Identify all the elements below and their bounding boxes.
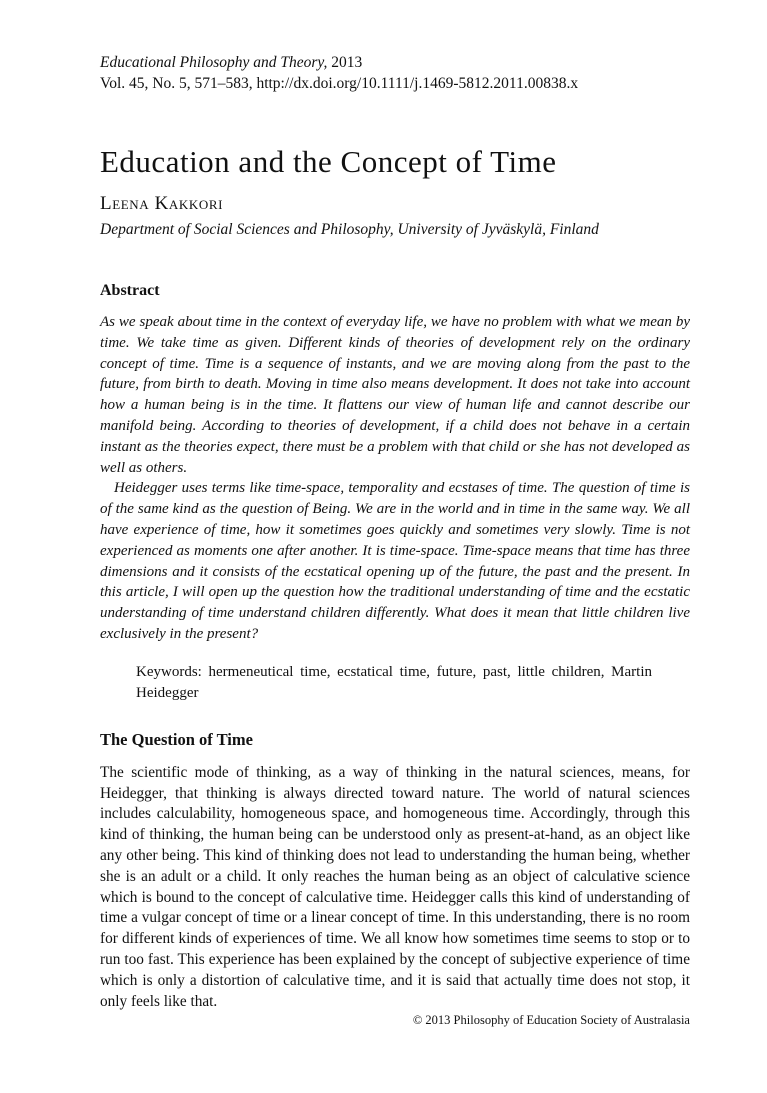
journal-name-line bbox=[100, 52, 690, 73]
keywords-block: Keywords: hermeneutical time, ecstatical time, future, past, little children, Martin Heidegger bbox=[136, 663, 652, 701]
abstract-paragraph-2: Heidegger uses terms like time-space, temporality and ecstases of time. The question of time is of the same kind as the question of Being. We are in the world and in time in the same way. We all have experience of time, how it sometimes goes quickly and sometimes very slowly. Time is not experienced as moments one after another. It is time-space. Time-space means that time has three dimensions and it consists of the ecstatical opening up of the future, the past and the present. In this article, I will open up the question how the traditional understanding of time and the ecstatic understanding of time understand children differently. What does it mean that little children live exclusively in the present? bbox=[100, 480, 690, 642]
author-name: Leena Kakkori bbox=[100, 193, 224, 214]
page-content bbox=[100, 0, 690, 1012]
article-title: Education and the Concept of Time bbox=[100, 144, 557, 179]
abstract-heading: Abstract bbox=[100, 282, 160, 299]
journal-volume-doi-line: Vol. 45, No. 5, 571–583, http://dx.doi.org/10.1111/j.1469-5812.2011.00838.x bbox=[100, 75, 579, 92]
journal-year: 2013 bbox=[331, 54, 363, 71]
journal-name: Educational Philosophy and Theory, bbox=[100, 54, 328, 71]
footer-copyright: © 2013 Philosophy of Education Society of Australasia bbox=[412, 1013, 690, 1027]
section-paragraph-1: The scientific mode of thinking, as a way of thinking in the natural sciences, means, for Heidegger, that thinking is always directed toward nature. The world of natural sciences includes calculability, homogeneous space, and homogeneous time. Accordingly, through this kind of thinking, the human being can be understood only as present-at-hand, as an object like any other being. This kind of thinking does not lead to understanding the human being, whether she is an adult or a child. It only reaches the human being as an object of calculative science which is bound to the concept of calculative time. Heidegger calls this kind of understanding of time a vulgar concept of time or a linear concept of time. In this understanding, there is no room for different kinds of experiences of time. We all know how sometimes time seems to stop or to run too fast. This experience has been explained by the concept of subjective experience of time which is only a distortion of calculative time, and it is said that actually time does not stop, it only feels like that. bbox=[100, 763, 690, 1010]
journal-header bbox=[100, 52, 690, 94]
abstract-paragraph-1: As we speak about time in the context of everyday life, we have no problem with what we mean by time. We take time as given. Different kinds of theories of development rely on the ordinary concept of time. Time is a sequence of instants, and we are moving along from the past to the future, from birth to death. Moving in time also means development. It does not take into account how a human being is in the time. It flattens our view of human life and cannot describe our manifold being. According to theories of development, if a child does not behave in a certain instant as the theories expect, there must be a problem with that child or she has not developed as well as others. bbox=[100, 314, 690, 476]
section-heading-question-of-time: The Question of Time bbox=[100, 729, 253, 749]
author-affiliation: Department of Social Sciences and Philosophy, University of Jyväskylä, Finland bbox=[100, 221, 599, 238]
